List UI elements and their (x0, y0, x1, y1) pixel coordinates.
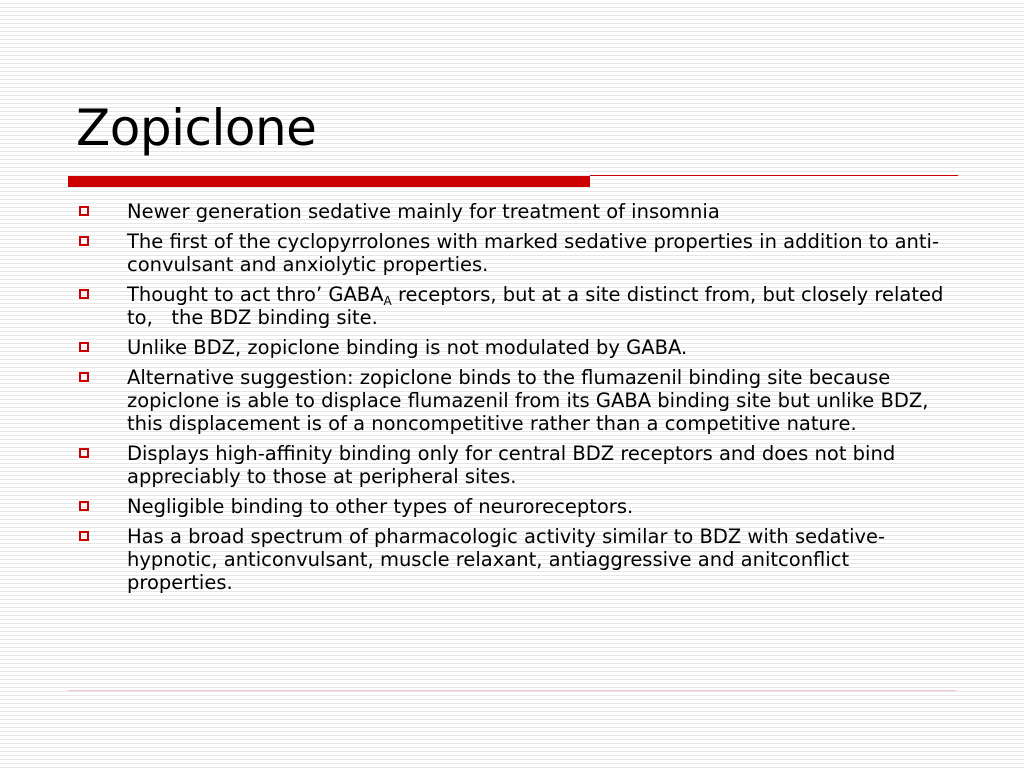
bullet-text: Negligible binding to other types of neuroreceptors. (127, 495, 634, 518)
footer-divider-line (68, 690, 956, 691)
bullet-text (127, 283, 950, 329)
bullet-item (76, 230, 956, 276)
bullet-text: Newer generation sedative mainly for treatment of insomnia (127, 200, 720, 223)
bullet-list (76, 200, 956, 601)
gaba-subscript: A (383, 294, 392, 308)
bullet-item (76, 336, 956, 359)
bullet-text-after: receptors, but at a site distinct from, but closely related to, the BDZ binding site. (127, 283, 950, 329)
bullet-item (76, 366, 956, 435)
bullet-item (76, 283, 956, 329)
hollow-square-bullet-icon (79, 236, 89, 246)
hollow-square-bullet-icon (79, 289, 89, 299)
title-underline-bar (68, 176, 590, 187)
hollow-square-bullet-icon (79, 206, 89, 216)
hollow-square-bullet-icon (79, 372, 89, 382)
hollow-square-bullet-icon (79, 342, 89, 352)
hollow-square-bullet-icon (79, 448, 89, 458)
bullet-item (76, 495, 956, 518)
hollow-square-bullet-icon (79, 531, 89, 541)
bullet-text: Displays high-affinity binding only for central BDZ receptors and does not bind appreciably to those at peripheral sites. (127, 442, 896, 488)
hollow-square-bullet-icon (79, 501, 89, 511)
bullet-item (76, 525, 956, 594)
slide-title: Zopiclone (76, 99, 317, 157)
bullet-text: The first of the cyclopyrrolones with marked sedative properties in addition to anti-convulsant and anxiolytic properties. (127, 230, 939, 276)
title-underline-thin-line (590, 175, 958, 176)
bullet-text: Unlike BDZ, zopiclone binding is not modulated by GABA. (127, 336, 688, 359)
bullet-item (76, 442, 956, 488)
bullet-item (76, 200, 956, 223)
bullet-text: Has a broad spectrum of pharmacologic activity similar to BDZ with sedative-hypnotic, anticonvulsant, muscle relaxant, antiaggressive and anitconflict properties. (127, 525, 886, 594)
bullet-text: Alternative suggestion: zopiclone binds to the flumazenil binding site because zopiclone is able to displace flumazenil from its GABA binding site but unlike BDZ, this displacement is of a noncompetitive rather than a competitive nature. (127, 366, 929, 435)
bullet-text-before: Thought to act thro’ GABA (127, 283, 384, 306)
